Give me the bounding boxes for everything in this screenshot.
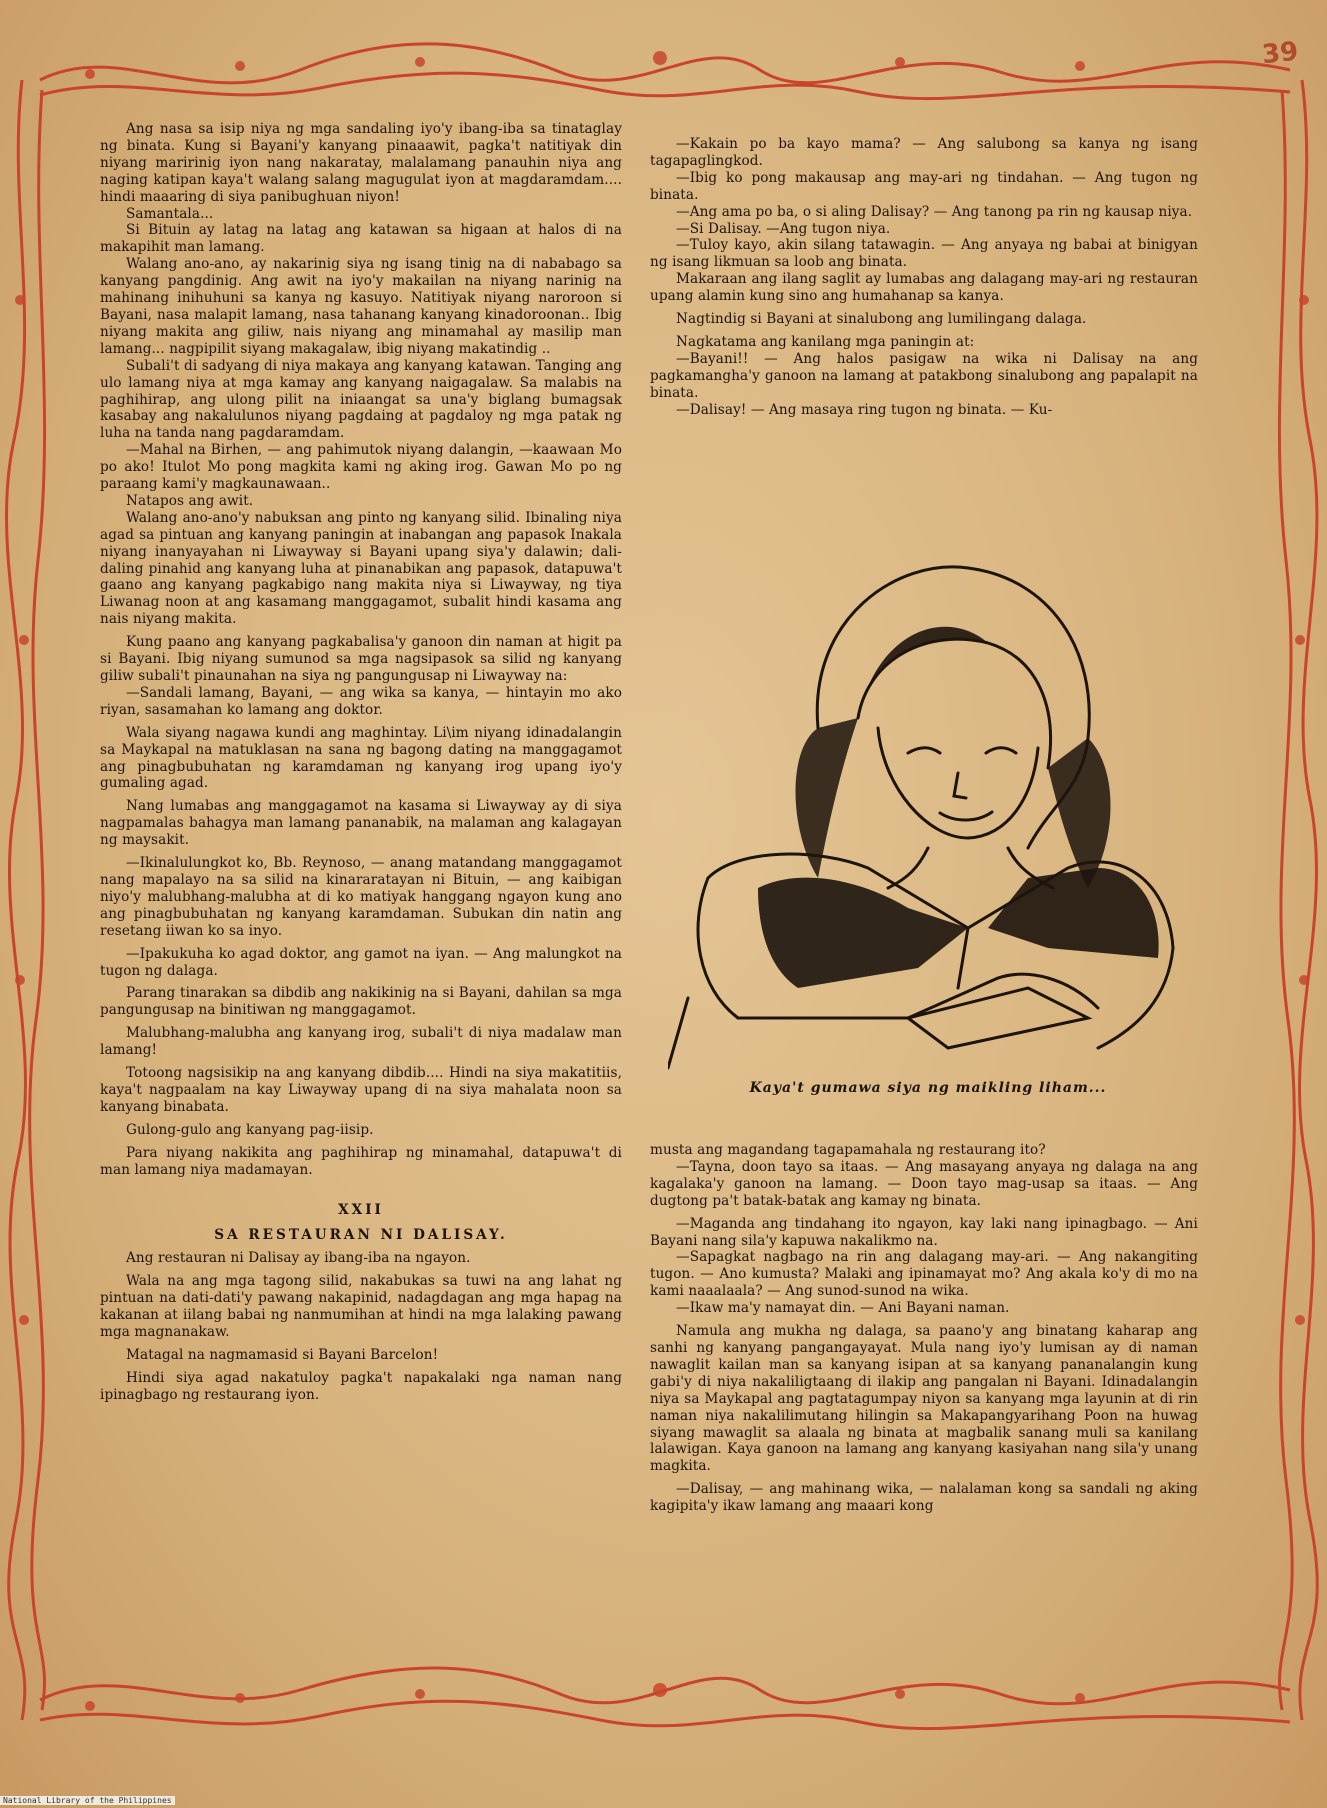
paragraph: Totoong nagsisikip na ang kanyang dibdib.... Hindi na siya makatitiis, kaya't nagpaalam na kay Liwayway upang di na siya mahalata noon sa kanyang binabata. <box>100 1065 622 1115</box>
paragraph: Wala na ang mga tagong silid, nakabukas sa tuwi na ang lahat ng pintuan na dati-dati'y pawang nakapinid, nadagdagan ang mga hapag na kakanan at iilang babai ng nanmumihan at hindi na mga lalaking pawang mga magnanakaw. <box>100 1273 622 1340</box>
paragraph: Walang ano-ano, ay nakarinig siya ng isang tinig na di nababago sa kanyang pangdinig. Ang awit na iyo'y makailan na niyang narinig na mahinang inihuhuni sa kanya ng kasuyo. Natitiyak niyang naroroon si Bayani, nasa malapit lamang, nasa tahanang kanyang kinadoroonan.. Ibig niyang makita ang giliw, nais niyang ang minamahal ay masilip man lamang... nagpipilit siyang makagalaw, ibig niyang makatindig .. <box>100 256 622 357</box>
paragraph: —Maganda ang tindahang ito ngayon, kay laki nang ipinagbago. — Ani Bayani nang sila'y kapuwa nakalikmo na. <box>650 1215 1198 1249</box>
paragraph: Kung paano ang kanyang pagkabalisa'y ganoon din naman at higit pa si Bayani. Ibig niyang sumunod sa mga nagsipasok sa silid ng kanyang giliw subali't pinaunahan na siya ng pangungusap ni Liwayway na: <box>100 634 622 684</box>
paragraph: Nang lumabas ang manggagamot na kasama si Liwayway ay di siya nagpamalas bahagya man lamang pananabik, na malaman ang kalagayan ng maysakit. <box>100 798 622 849</box>
paragraph: Para niyang nakikita ang paghihirap ng minamahal, datapuwa't di man lamang niya madamayan. <box>100 1144 622 1178</box>
left-border-vine <box>7 80 26 1720</box>
paragraph: Ang nasa sa isip niya ng mga sandaling iyo'y ibang-iba sa tinataglay ng binata. Kung si Bayani'y kanyang pinaaawit, pagka't natitiyak din niyang maririnig iyon nang nakaratay, malalamang panauhin niya ang naging katipan kaya't walang salang magugulat iyon at magdaramdam.... hindi maaaring di siya panibughuan niyon! <box>100 121 622 205</box>
paragraph: —Sandali lamang, Bayani, — ang wika sa kanya, — hintayin mo ako riyan, sasamahan ko lamang ang doktor. <box>100 684 622 718</box>
paragraph: Nagkatama ang kanilang mga paningin at: <box>676 333 975 350</box>
paragraph: —Tuloy kayo, akin silang tatawagin. — Ang anyaya ng babai at binigyan ng isang likmuan sa loob ang binata. <box>650 237 1198 271</box>
paragraph: —Ibig ko pong makausap ang may-ari ng tindahan. — Ang tugon ng binata. <box>650 169 1198 203</box>
paragraph: —Ikaw ma'y namayat din. — Ani Bayani naman. <box>676 1300 1010 1317</box>
paragraph: Walang ano-ano'y nabuksan ang pinto ng kanyang silid. Ibinaling niya agad sa pintuan ang kanyang paningin at inabangan ang papasok Inakala niyang inanyayahan ni Liwayway si Bayani upang siya'y dalawin; dali-daling pinahid ang kanyang luha at pinanabikan ang papasok, datapuwa't gaano ang kanyang pagkabigo nang makita niya si Liwayway, ng tiya Liwanag noon at ang kasamang manggagamot, subalit hindi kasama ang nais niyang makita. <box>100 509 622 628</box>
paragraph: —Dalisay! — Ang masaya ring tugon ng binata. — Ku- <box>676 401 1053 418</box>
paragraph: Hindi siya agad nakatuloy pagka't napakalaki nga naman nang ipinagbago ng restaurang iyon. <box>100 1369 622 1403</box>
page-number: 39 <box>1260 36 1300 71</box>
paragraph: Natapos ang awit. <box>126 492 254 509</box>
paragraph: Ang restauran ni Dalisay ay ibang-iba na ngayon. <box>126 1250 471 1267</box>
paragraph: Subali't di sadyang di niya makaya ang kanyang katawan. Tanging ang ulo lamang niya at mga kamay ang kanyang naigagalaw. Sa malabis na paghihirap, ang ulong pilit na iniaangat sa una'y biglang bumagsak kasabay ang nakalulunos niyang pagdaing at pagdaloy ng mga patak ng luha na tanda nang pagdaramdam. <box>100 357 622 442</box>
paragraph: —Si Dalisay. —Ang tugon niya. <box>676 220 891 237</box>
paragraph: Makaraan ang ilang saglit ay lumabas ang dalagang may-ari ng restauran upang alamin kung sino ang humahanap sa kanya. <box>650 271 1198 305</box>
paragraph: —Ang ama po ba, o si aling Dalisay? — Ang tanong pa rin ng kausap niya. <box>676 203 1193 220</box>
paragraph: Nagtindig si Bayani at sinalubong ang lumilingang dalaga. <box>676 311 1087 328</box>
paragraph: Wala siyang nagawa kundi ang maghintay. Li\im niyang idinadalangin sa Maykapal na matuklasan na sana ng bagong dating na manggagamot ang pinagbubuhatan ng karamdaman ng kanyang irog upang iyo'y gumaling agad. <box>100 724 622 792</box>
paragraph: —Ikinalulungkot ko, Bb. Reynoso, — anang matandang manggagamot nang mapalayo na sa silid na kinararatayan ni Bituin, — ang kaibigan niyo'y malubhang-malubha at di ko matiyak hanggang ngayon kung ano ang pinagbubuhatan ng kanyang karamdaman. Subukan din natin ang resetang iiwan ko sa inyo. <box>100 855 622 939</box>
paragraph: —Dalisay, — ang mahinang wika, — nalalaman kong sa sandali ng aking kagipita'y ikaw lamang ang maaari kong <box>650 1481 1198 1515</box>
paragraph: —Bayani!! — Ang halos pasigaw na wika ni Dalisay na ang pagkamangha'y ganoon na lamang at patakbong sinalubong ang papalapit na binata. <box>650 350 1198 401</box>
illustration-caption: Kaya't gumawa siya ng maikling liham... <box>749 1080 1107 1096</box>
paragraph: Si Bituin ay latag na latag ang katawan sa higaan at halos di na makapihit man lamang. <box>100 222 622 256</box>
paragraph: Samantala... <box>126 205 214 222</box>
paragraph: Matagal na nagmamasid si Bayani Barcelon! <box>126 1346 439 1363</box>
paragraph: —Ipakukuha ko agad doktor, ang gamot na iyan. — Ang malungkot na tugon ng dalaga. <box>100 945 622 979</box>
right-border-vine <box>1300 80 1318 1720</box>
paragraph: Malubhang-malubha ang kanyang irog, subali't di niya madalaw man lamang! <box>100 1025 622 1059</box>
paragraph: —Mahal na Birhen, — ang pahimutok niyang dalangin, —kaawaan Mo po ako! Itulot Mo pong magkita kami ng aking irog. Gawan Mo po ng paraang kami'y magkaunawaan.. <box>100 442 622 493</box>
paragraph: Gulong-gulo ang kanyang pag-iisip. <box>126 1121 374 1138</box>
woman-writing-illustration <box>668 548 1188 1071</box>
paragraph: Namula ang mukha ng dalaga, sa paano'y ang binatang kaharap ang sanhi ng kanyang pangangayayat. Mula nang iyo'y lumisan ay di naman nawaglit kailan man sa kanyang isipan at sa kanyang pananalangin kung gabi'y di niya nakaliligtaang di ilakip ang pangalan ni Bayani. Idinadalangin niya sa Maykapal ang pagtatagumpay niyon sa kanyang mga layunin at di rin naman niya nakalilimutang hilingin sa Makapangyarihang Poon na huwag siyang mawaglit sa alaala ng binata at magbalik sanang muli sa kanilang lalawigan. Kaya ganoon na lamang ang kanyang kasiyahan nang sila'y unang magkita. <box>650 1323 1198 1475</box>
top-border-scroll <box>40 44 1290 83</box>
paragraph: musta ang magandang tagapamahala ng restaurang ito? <box>650 1142 1046 1158</box>
chapter-title: SA RESTAURAN NI DALISAY. <box>214 1227 508 1244</box>
right-column-top <box>650 136 1198 419</box>
left-column <box>100 121 622 1404</box>
paragraph: —Sapagkat nagbago na rin ang dalagang may-ari. — Ang nakangiting tugon. — Ano kumusta? Malaki ang ipinamayat mo? Ang akala ko'y di mo na kami naaalaala? — Ang sunod-sunod na wika. <box>650 1249 1198 1300</box>
chapter-number: XXII <box>338 1202 384 1219</box>
paragraph: —Kakain po ba kayo mama? — Ang salubong sa kanya ng isang tagapaglingkod. <box>650 136 1198 169</box>
paragraph: —Tayna, doon tayo sa itaas. — Ang masayang anyaya ng dalaga na ang kagalaka'y ganoon na lamang. — Doon tayo mag-usap sa itaas. — Ang dugtong pa't batak-batak ang kamay ng binata. <box>650 1158 1198 1209</box>
paragraph: Parang tinarakan sa dibdib ang nakikinig na si Bayani, dahilan sa mga pangungusap na binitiwan ng manggagamot. <box>100 985 622 1019</box>
library-credit: National Library of the Philippines <box>0 1796 175 1805</box>
right-column-bottom <box>650 1142 1198 1515</box>
